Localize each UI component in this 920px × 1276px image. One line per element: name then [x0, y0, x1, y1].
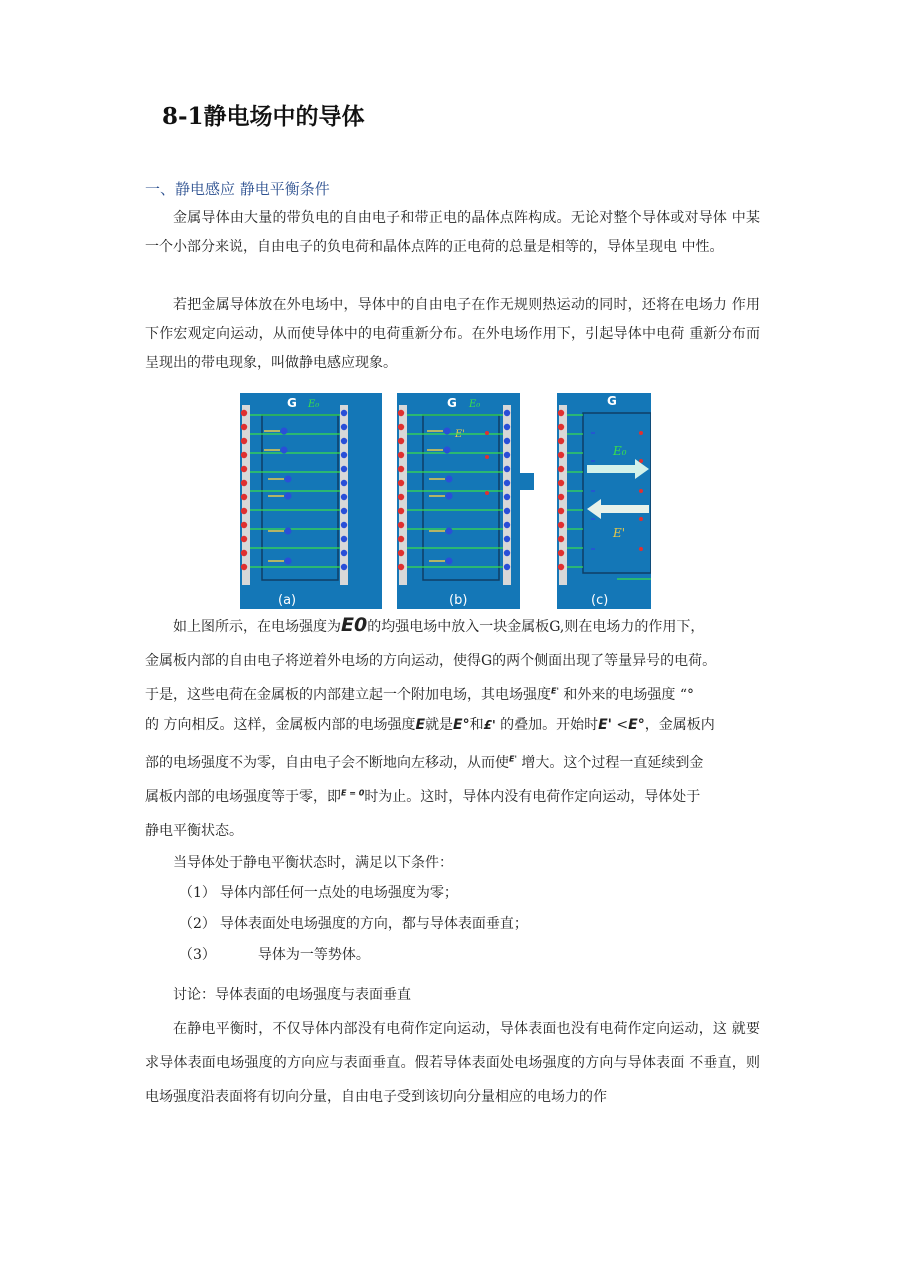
condition-item-3: （3） 导体为一等势体。 [179, 947, 370, 963]
condition-item-1: （1） 导体内部任何一点处的电场强度为零； [179, 885, 458, 901]
figure-c [557, 393, 651, 609]
condition-item-2: （2） 导体表面处电场强度的方向，都与导体表面垂直； [179, 916, 528, 932]
field-label-c: E₀ [613, 444, 627, 458]
symbol-e0: E0 [341, 614, 368, 636]
paragraph-3-line-4: 的 方向相反。这样，金属板内部的电场强度E就是E°和£' 的叠加。开始时E' <E°，金属板内 [145, 717, 715, 733]
caption-a: (a) [278, 593, 297, 608]
field-label-b: E₀ [469, 399, 481, 410]
caption-c: (c) [591, 593, 609, 608]
caption-b: (b) [449, 593, 468, 608]
paragraph-3-line-1: 如上图所示，在电场强度为E0的均强电场中放入一块金属板G,则在电场力的作用下， [173, 614, 705, 636]
paragraph-3-line-6: 属板内部的电场强度等于零，即$^{E = 0}$时为止。这时，导体内没有电荷作定向运动，导体处于 [145, 788, 701, 805]
induced-label-b: E' [455, 429, 466, 440]
section-heading: 一、静电感应 静电平衡条件 [145, 180, 330, 198]
paragraph-1: 金属导体由大量的带负电的自由电子和带正电的晶体点阵构成。无论对整个导体或对导体 中某一个小部分来说，自由电子的负电荷和晶体点阵的正电荷的总量是相等的，导体呈现电 中性。 [145, 210, 760, 255]
discussion-title: 讨论：导体表面的电场强度与表面垂直 [173, 987, 411, 1003]
paragraph-3-line-5: 部的电场强度不为零，自由电子会不断地向左移动，从而使$^{E'}$ 增大。这个过程一直延续到金 [145, 754, 704, 771]
paragraph-3-line-2: 金属板内部的自由电子将逆着外电场的方向运动，使得G的两个侧面出现了等量异号的电荷。 [145, 653, 717, 669]
paragraph-3-line-7: 静电平衡状态。 [145, 823, 243, 839]
paragraph-4: 在静电平衡时，不仅导体内部没有电荷作定向运动，导体表面也没有电荷作定向运动，这 就要求导体表面电场强度的方向应与表面垂直。假若导体表面处电场强度的方向与导体表面 不垂直，则电场强度沿表面将有切向分量，自由电子受到该切向分量相应的电场力的作 [145, 1021, 760, 1105]
paragraph-3-line-3: 于是，这些电荷在金属板的内部建立起一个附加电场，其电场强度$^{E'}$ 和外来的电场强度 “° [145, 686, 694, 703]
figure-a [240, 393, 382, 609]
field-label-a: E₀ [308, 399, 320, 410]
paragraph-2: 若把金属导体放在外电场中，导体中的自由电子在作无规则热运动的同时，还将在电场力 作用下作宏观定向运动，从而使导体中的电荷重新分布。在外电场作用下，引起导体中电荷 重新分布而呈现出的带电现象，叫做静电感应现象。 [145, 297, 760, 371]
page-title: 8-1静电场中的导体 [162, 103, 365, 130]
plate-label-c: G [607, 394, 617, 408]
figure-b [397, 393, 534, 609]
conditions-intro: 当导体处于静电平衡状态时，满足以下条件： [173, 855, 453, 871]
induced-label-c: E' [613, 526, 626, 540]
plate-label-a: G [287, 396, 297, 410]
plate-label-b: G [447, 396, 457, 410]
